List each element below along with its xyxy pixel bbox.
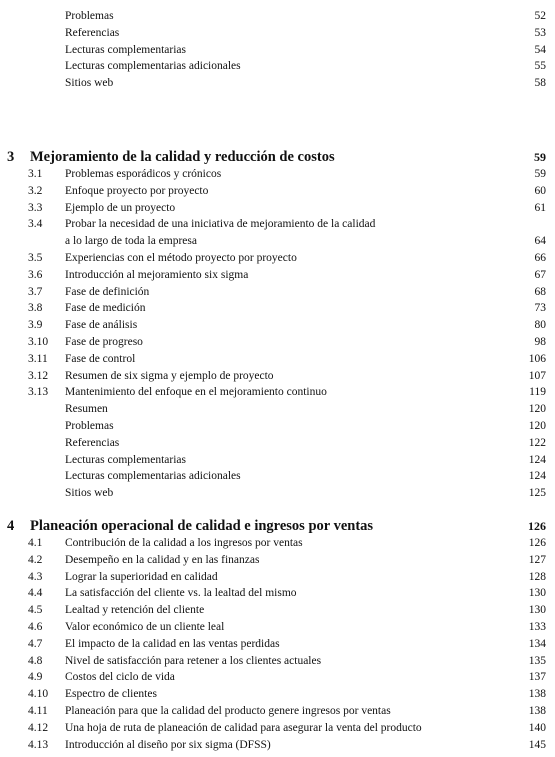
entry-page: 52 [534, 10, 546, 22]
section-page: 138 [528, 688, 546, 701]
toc-entry [0, 233, 555, 250]
entry-page: 53 [534, 26, 546, 39]
section-page: 68 [534, 285, 546, 298]
section-number: 3.3 [28, 201, 43, 214]
chapter-number: 3 [7, 149, 15, 165]
toc-entry [0, 166, 555, 183]
toc-entry [0, 284, 555, 301]
toc-entry [0, 317, 555, 334]
toc-entry [0, 216, 555, 233]
entry-title: Referencias [65, 26, 120, 39]
section-page: 106 [528, 352, 546, 365]
toc-entry [0, 8, 555, 25]
section-page: 59 [534, 168, 546, 180]
section-number: 3.10 [28, 335, 49, 348]
toc-entry [0, 569, 555, 586]
entry-title: Lecturas complementarias [65, 43, 187, 56]
section-title: Experiencias con el método proyecto por proyecto [65, 251, 297, 264]
section-number: 3.7 [28, 285, 43, 298]
section-number: 4.7 [28, 637, 43, 650]
section-page: 66 [534, 251, 546, 264]
chapter-number: 4 [7, 518, 15, 534]
chapter-heading [0, 148, 555, 166]
toc-entry [0, 75, 555, 92]
section-page: 73 [534, 302, 546, 315]
toc-entry [0, 418, 555, 435]
section-page: 107 [528, 369, 546, 382]
section-number: 3.13 [28, 386, 49, 399]
entry-page: 58 [534, 77, 546, 90]
section-title: Fase de control [65, 352, 136, 365]
section-title: Problemas [65, 419, 114, 432]
chapter-title: Planeación operacional de calidad e ingresos por ventas [30, 518, 374, 534]
toc-entry [0, 334, 555, 351]
toc-entry [0, 535, 555, 552]
toc-entry [0, 401, 555, 418]
section-title: Mantenimiento del enfoque en el mejoramiento continuo [65, 386, 327, 399]
section-page: 133 [528, 620, 546, 633]
section-title: Ejemplo de un proyecto [65, 201, 176, 214]
toc-entry [0, 200, 555, 217]
section-title: Planeación para que la calidad del producto genere ingresos por ventas [65, 704, 391, 717]
section-number: 4.8 [28, 654, 43, 667]
entry-title: Sitios web [65, 77, 114, 90]
section-number: 3.8 [28, 302, 43, 315]
toc-entry [0, 25, 555, 42]
section-page: 124 [528, 470, 546, 483]
section-title: Problemas esporádicos y crónicos [65, 168, 222, 180]
chapter-title: Mejoramiento de la calidad y reducción de costos [30, 149, 335, 165]
section-number: 3.5 [28, 251, 43, 264]
section-title: Resumen de six sigma y ejemplo de proyecto [65, 369, 274, 382]
toc-top-section [0, 8, 555, 92]
section-number: 3.11 [28, 352, 48, 365]
section-title: Enfoque proyecto por proyecto [65, 184, 209, 197]
toc-chapter-4 [0, 517, 555, 753]
entry-page: 54 [534, 43, 546, 56]
section-page: 127 [528, 553, 546, 566]
section-page: 60 [534, 184, 546, 197]
chapter-page: 59 [534, 150, 546, 164]
section-title: Fase de análisis [65, 319, 138, 332]
section-page: 135 [528, 654, 546, 667]
section-title: Valor económico de un cliente leal [65, 620, 225, 633]
section-title: Probar la necesidad de una iniciativa de mejoramiento de la calidad [65, 218, 376, 231]
section-title: Fase de definición [65, 285, 150, 298]
section-title: Nivel de satisfacción para retener a los clientes actuales [65, 654, 322, 667]
section-title: Espectro de clientes [65, 688, 157, 701]
section-page: 67 [534, 268, 546, 281]
section-number: 3.9 [28, 319, 43, 332]
section-page: 126 [528, 537, 546, 549]
section-title: Resumen [65, 403, 108, 416]
toc-entry [0, 552, 555, 569]
section-number: 4.9 [28, 671, 43, 684]
section-number: 4.13 [28, 738, 49, 751]
section-number: 4.11 [28, 704, 48, 717]
section-page: 145 [528, 738, 546, 751]
toc-entry [0, 669, 555, 686]
section-number: 4.2 [28, 553, 43, 566]
section-title: Lecturas complementarias [65, 453, 187, 466]
section-title: Introducción al mejoramiento six sigma [65, 268, 249, 281]
toc-entry [0, 602, 555, 619]
section-page: 122 [528, 436, 546, 449]
section-title: Lograr la superioridad en calidad [65, 570, 218, 583]
section-number: 4.10 [28, 688, 49, 701]
toc-entry [0, 452, 555, 469]
section-page: 80 [534, 319, 546, 332]
section-page: 125 [528, 487, 546, 500]
section-title: Contribución de la calidad a los ingresos por ventas [65, 537, 303, 549]
section-page: 124 [528, 453, 546, 466]
toc-entry [0, 485, 555, 502]
entry-page: 55 [534, 60, 546, 73]
section-page: 61 [534, 201, 546, 214]
toc-entry [0, 267, 555, 284]
section-page: 140 [528, 721, 546, 734]
toc-chapter-3 [0, 148, 555, 502]
section-number: 4.4 [28, 587, 43, 600]
entry-title: Problemas [65, 10, 114, 22]
section-page: 138 [528, 704, 546, 717]
section-number: 3.4 [28, 218, 43, 231]
section-number: 4.6 [28, 620, 43, 633]
section-title: Desempeño en la calidad y en las finanzas [65, 553, 260, 566]
section-title: Fase de progreso [65, 335, 143, 348]
toc-entry [0, 619, 555, 636]
section-page: 130 [528, 587, 546, 600]
section-title: Lealtad y retención del cliente [65, 604, 205, 617]
section-number: 3.6 [28, 268, 43, 281]
section-number: 3.2 [28, 184, 43, 197]
section-number: 4.12 [28, 721, 49, 734]
section-title: La satisfacción del cliente vs. la lealtad del mismo [65, 587, 297, 600]
toc-entry [0, 183, 555, 200]
toc-entry [0, 737, 555, 754]
section-number: 4.5 [28, 604, 43, 617]
section-title: El impacto de la calidad en las ventas perdidas [65, 637, 280, 650]
toc-entry [0, 42, 555, 59]
section-page: 134 [528, 637, 546, 650]
toc-entry [0, 300, 555, 317]
toc-entry [0, 351, 555, 368]
toc-entry [0, 468, 555, 485]
section-number: 4.1 [28, 537, 43, 549]
toc-entry [0, 368, 555, 385]
section-page: 119 [529, 386, 546, 399]
section-title: Una hoja de ruta de planeación de calidad para asegurar la venta del producto [65, 721, 422, 734]
section-number: 4.3 [28, 570, 43, 583]
toc-entry [0, 686, 555, 703]
chapter-page: 126 [528, 519, 546, 533]
section-page: 128 [528, 570, 546, 583]
section-title: Introducción al diseño por six sigma (DFSS) [65, 738, 271, 751]
section-title: a lo largo de toda la empresa [65, 235, 197, 248]
toc-entry [0, 384, 555, 401]
section-page: 137 [528, 671, 546, 684]
section-title: Fase de medición [65, 302, 146, 315]
section-page: 130 [528, 604, 546, 617]
entry-title: Lecturas complementarias adicionales [65, 60, 241, 73]
toc-entry [0, 585, 555, 602]
section-page: 120 [528, 419, 546, 432]
chapter-heading [0, 517, 555, 535]
section-title: Sitios web [65, 487, 114, 500]
section-title: Referencias [65, 436, 120, 449]
toc-entry [0, 58, 555, 75]
section-number: 3.1 [28, 168, 43, 180]
section-page: 64 [534, 235, 546, 248]
toc-entry [0, 636, 555, 653]
toc-entry [0, 703, 555, 720]
section-page: 98 [534, 335, 546, 348]
toc-entry [0, 250, 555, 267]
section-title: Costos del ciclo de vida [65, 671, 175, 684]
section-page: 120 [528, 403, 546, 416]
section-title: Lecturas complementarias adicionales [65, 470, 241, 483]
toc-entry [0, 435, 555, 452]
toc-entry [0, 720, 555, 737]
toc-entry [0, 653, 555, 670]
section-number: 3.12 [28, 369, 49, 382]
